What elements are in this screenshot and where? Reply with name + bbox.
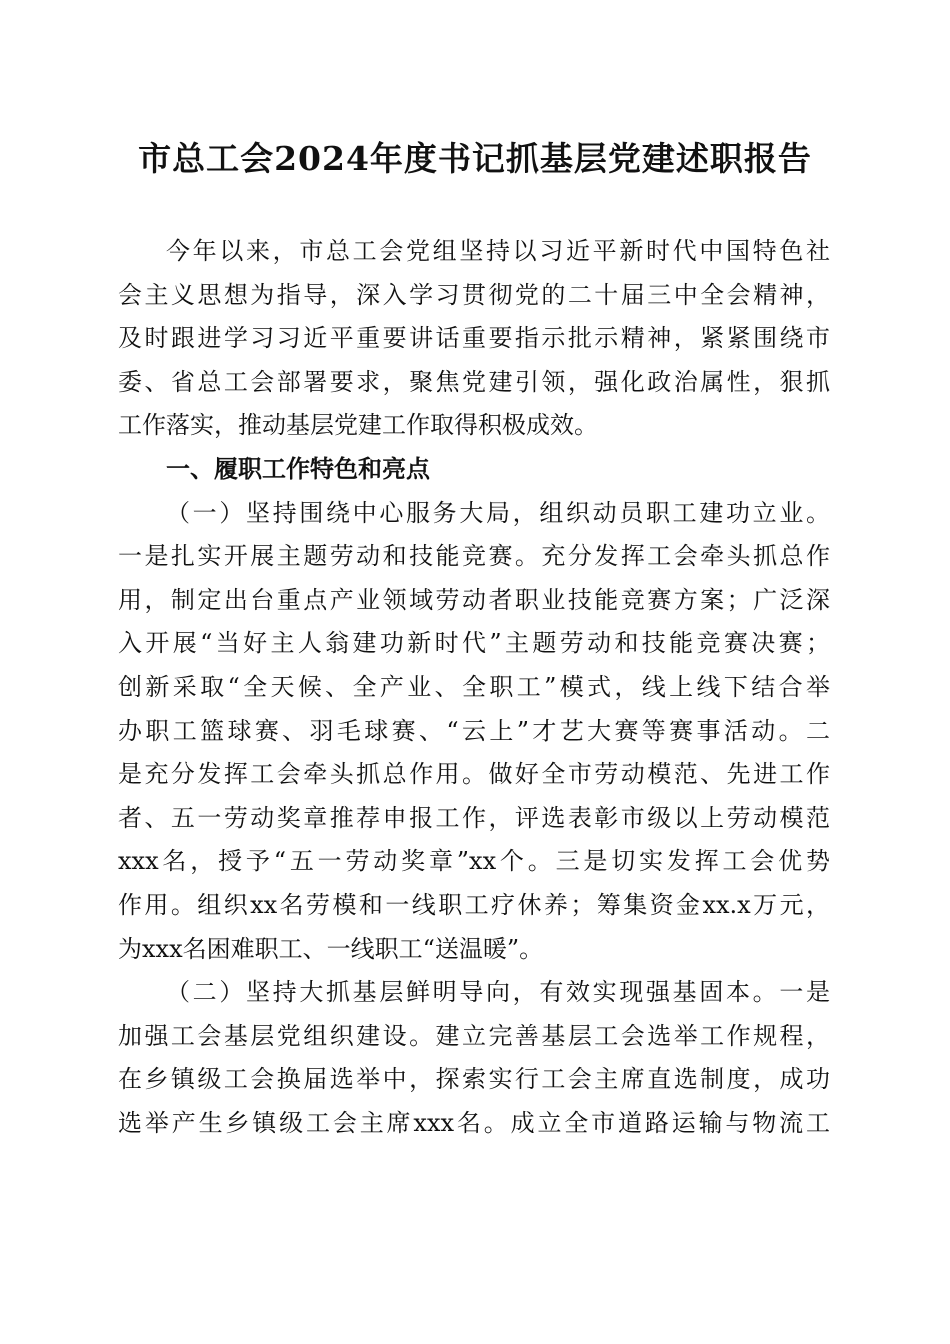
paragraph-line: 是充分发挥工会牵头抓总作用。做好全市劳动模范、先进工作 xyxy=(118,760,830,789)
paragraph-line: 委、省总工会部署要求，聚焦党建引领，强化政治属性，狠抓 xyxy=(118,367,830,396)
paragraph-line: 一是扎实开展主题劳动和技能竞赛。充分发挥工会牵头抓总作 xyxy=(118,542,830,571)
document-title: 市总工会2024年度书记抓基层党建述职报告 xyxy=(138,139,812,178)
paragraph-line: 加强工会基层党组织建设。建立完善基层工会选举工作规程， xyxy=(118,1021,830,1050)
paragraph-line: 今年以来，市总工会党组坚持以习近平新时代中国特色社 xyxy=(166,237,830,265)
paragraph-line: 在乡镇级工会换届选举中，探索实行工会主席直选制度，成功 xyxy=(118,1065,830,1094)
paragraph-line: 及时跟进学习习近平重要讲话重要指示批示精神，紧紧围绕市 xyxy=(118,324,830,353)
subsection-heading: （二）坚持大抓基层鲜明导向，有效实现强基固本。一是 xyxy=(166,978,830,1007)
section-heading: 一、履职工作特色和亮点 xyxy=(166,454,430,483)
paragraph-line: 办职工篮球赛、羽毛球赛、“云上”才艺大赛等赛事活动。二 xyxy=(118,716,830,745)
paragraph-line: 创新采取“全天候、全产业、全职工”模式，线上线下结合举 xyxy=(118,672,830,701)
paragraph-line: 选举产生乡镇级工会主席xxx名。成立全市道路运输与物流工 xyxy=(118,1108,830,1137)
document-body xyxy=(118,230,830,1145)
paragraph-line: xxx名，授予“五一劳动奖章”xx个。三是切实发挥工会优势 xyxy=(118,847,830,876)
paragraph-line: 工作落实，推动基层党建工作取得积极成效。 xyxy=(118,411,598,440)
paragraph-line: 为xxx名困难职工、一线职工“送温暖”。 xyxy=(118,934,544,963)
paragraph-line: 会主义思想为指导，深入学习贯彻党的二十届三中全会精神， xyxy=(118,280,830,309)
paragraph-line: 用，制定出台重点产业领域劳动者职业技能竞赛方案；广泛深 xyxy=(118,585,830,614)
subsection-heading: （一）坚持围绕中心服务大局，组织动员职工建功立业。 xyxy=(166,498,830,527)
paragraph-line: 入开展“当好主人翁建功新时代”主题劳动和技能竞赛决赛； xyxy=(118,629,830,658)
paragraph-line: 作用。组织xx名劳模和一线职工疗休养；筹集资金xx.x万元， xyxy=(118,890,830,919)
paragraph-line: 者、五一劳动奖章推荐申报工作，评选表彰市级以上劳动模范 xyxy=(118,803,830,832)
